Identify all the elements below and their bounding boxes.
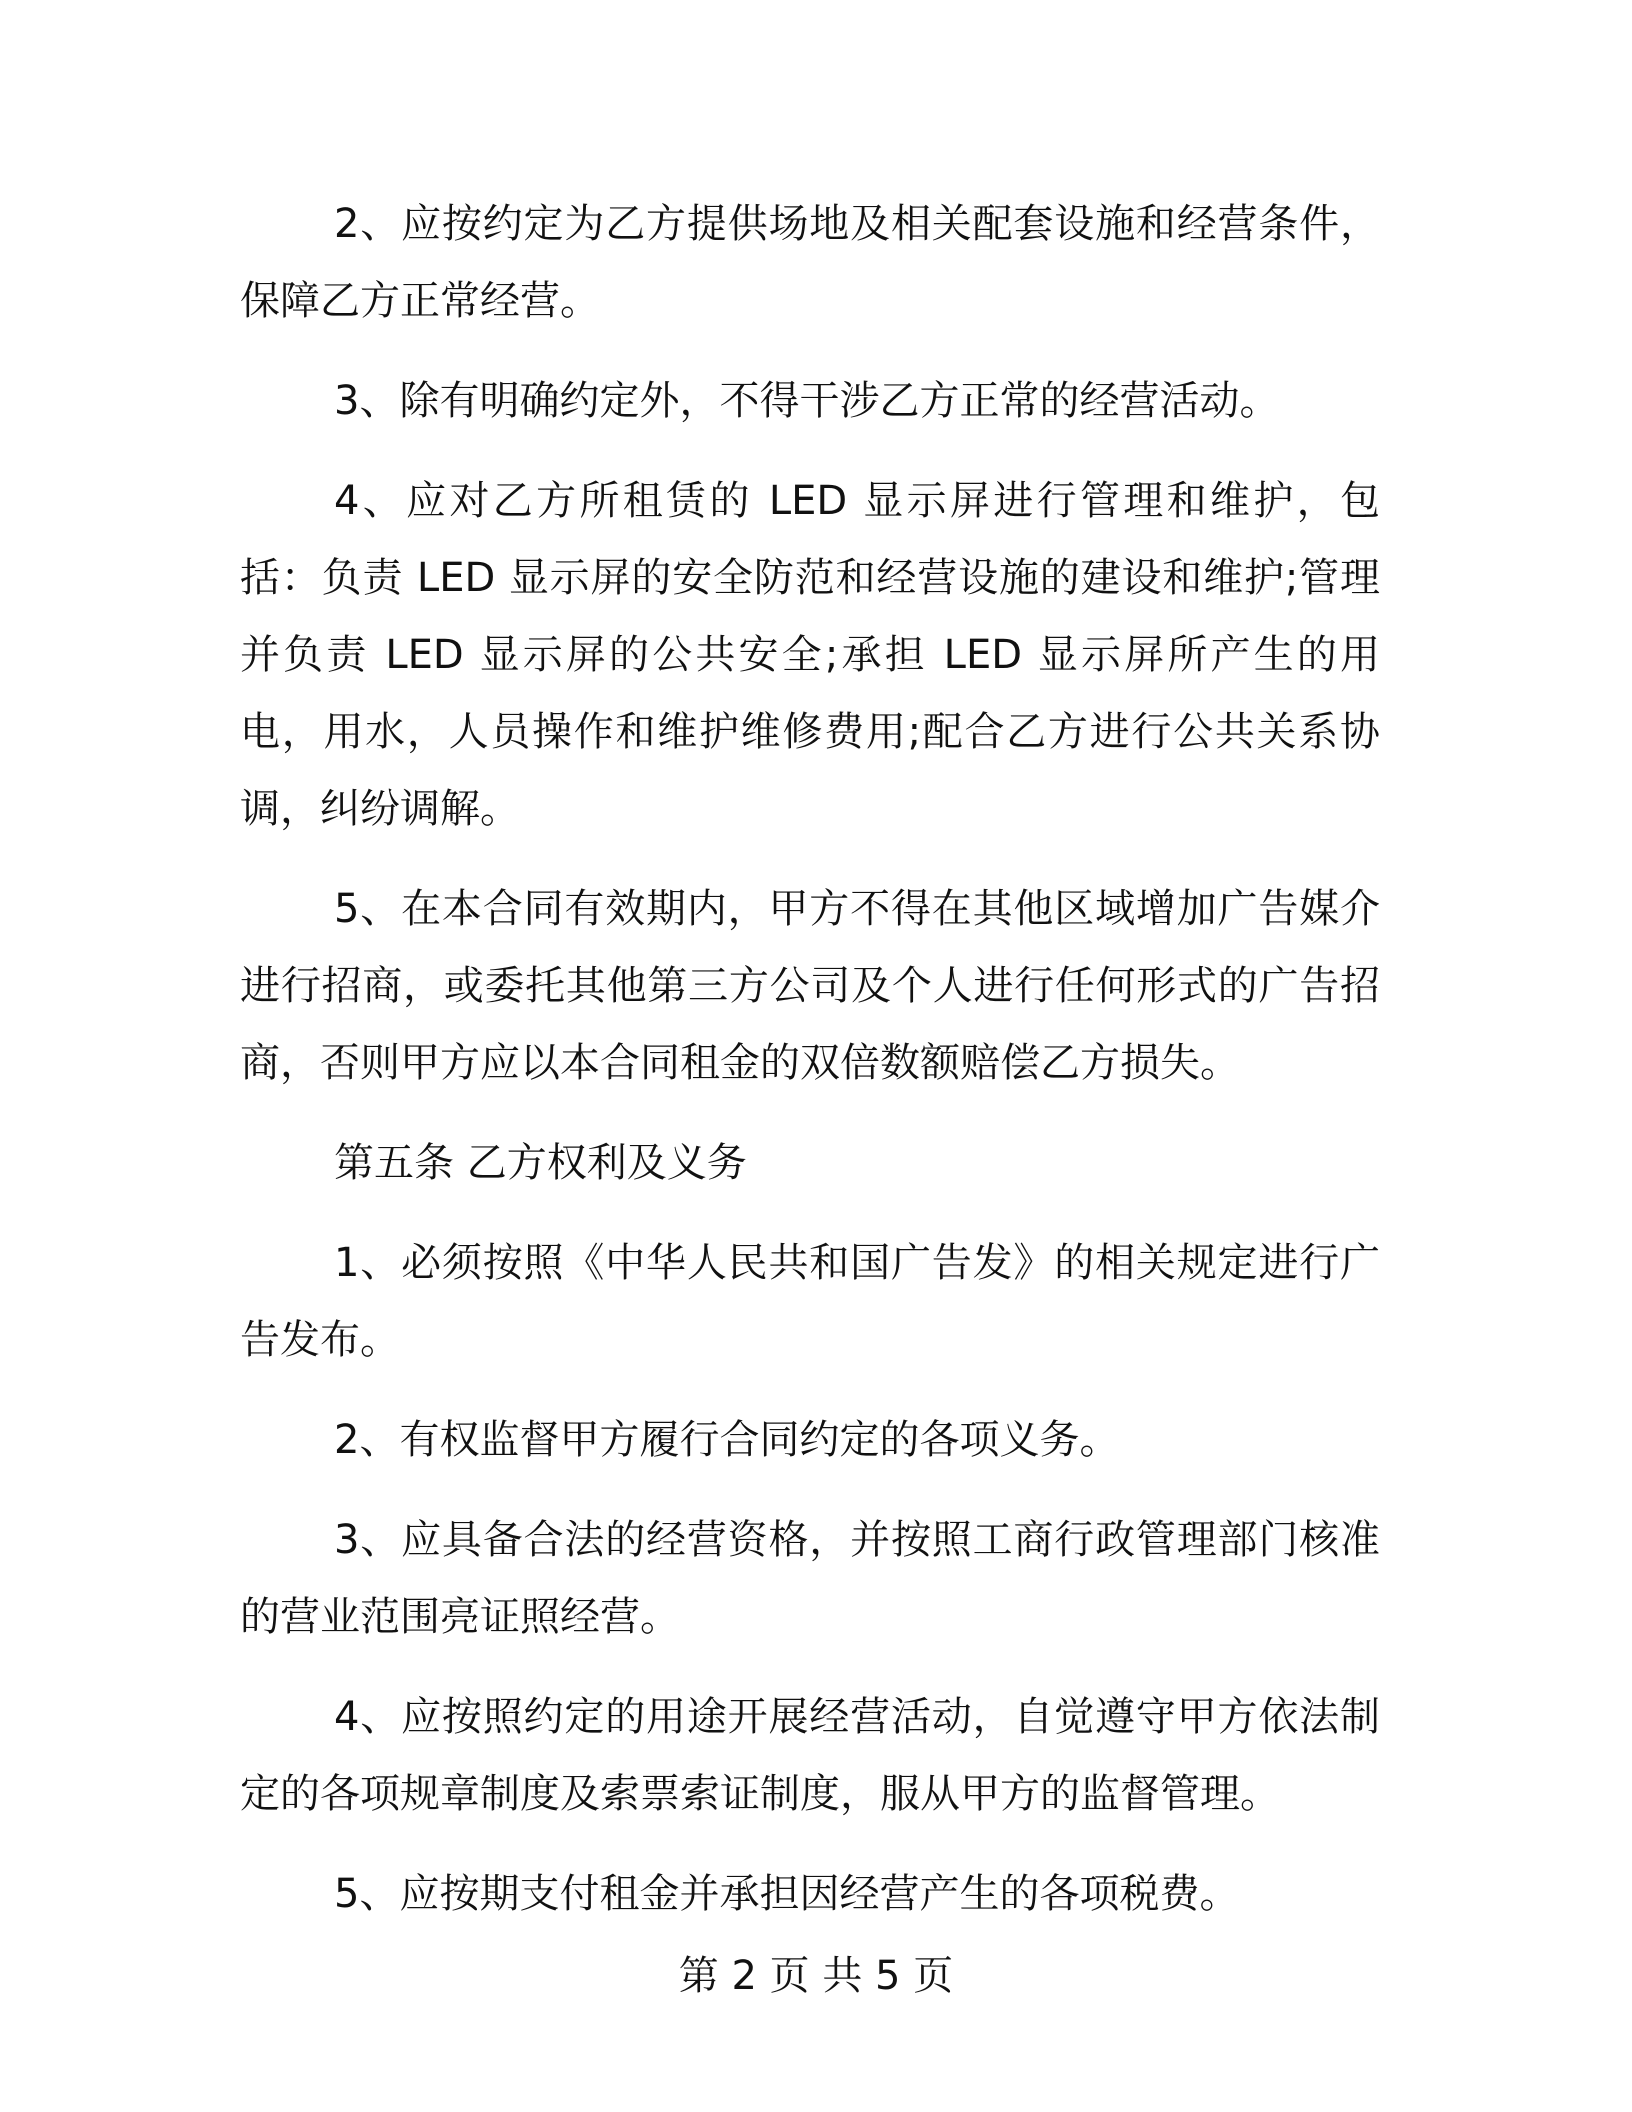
clause-5-item-5: 5、应按期支付租金并承担因经营产生的各项税费。 — [334, 1871, 1240, 1917]
document-body — [240, 186, 1380, 1933]
clause-5-heading: 第五条 乙方权利及义务 — [334, 1140, 747, 1186]
clause-4-item-5: 5、在本合同有效期内，甲方不得在其他区域增加广告媒介进行招商，或委托其他第三方公司及个人进行任何形式的广告招商，否则甲方应以本合同租金的双倍数额赔偿乙方损失。 — [240, 886, 1380, 1086]
page-number-footer: 第 2 页 共 5 页 — [678, 1953, 954, 1999]
clause-4-item-3: 3、除有明确约定外，不得干涉乙方正常的经营活动。 — [334, 378, 1280, 424]
clause-5-item-4: 4、应按照约定的用途开展经营活动，自觉遵守甲方依法制定的各项规章制度及索票索证制度，服从甲方的监督管理。 — [240, 1694, 1380, 1817]
clause-4-item-2: 2、应按约定为乙方提供场地及相关配套设施和经营条件，保障乙方正常经营。 — [240, 201, 1380, 324]
clause-5-item-3: 3、应具备合法的经营资格，并按照工商行政管理部门核准的营业范围亮证照经营。 — [240, 1517, 1380, 1640]
clause-5-item-1: 1、必须按照《中华人民共和国广告发》的相关规定进行广告发布。 — [240, 1240, 1380, 1363]
clause-5-item-2: 2、有权监督甲方履行合同约定的各项义务。 — [334, 1417, 1120, 1463]
clause-4-item-4: 4、应对乙方所租赁的 LED 显示屏进行管理和维护，包括：负责 LED 显示屏的安全防范和经营设施的建设和维护;管理并负责 LED 显示屏的公共安全;承担 LED 显示屏所产生的用电，用水，人员操作和维护维修费用;配合乙方进行公共关系协调，纠纷调解。 — [240, 478, 1380, 832]
